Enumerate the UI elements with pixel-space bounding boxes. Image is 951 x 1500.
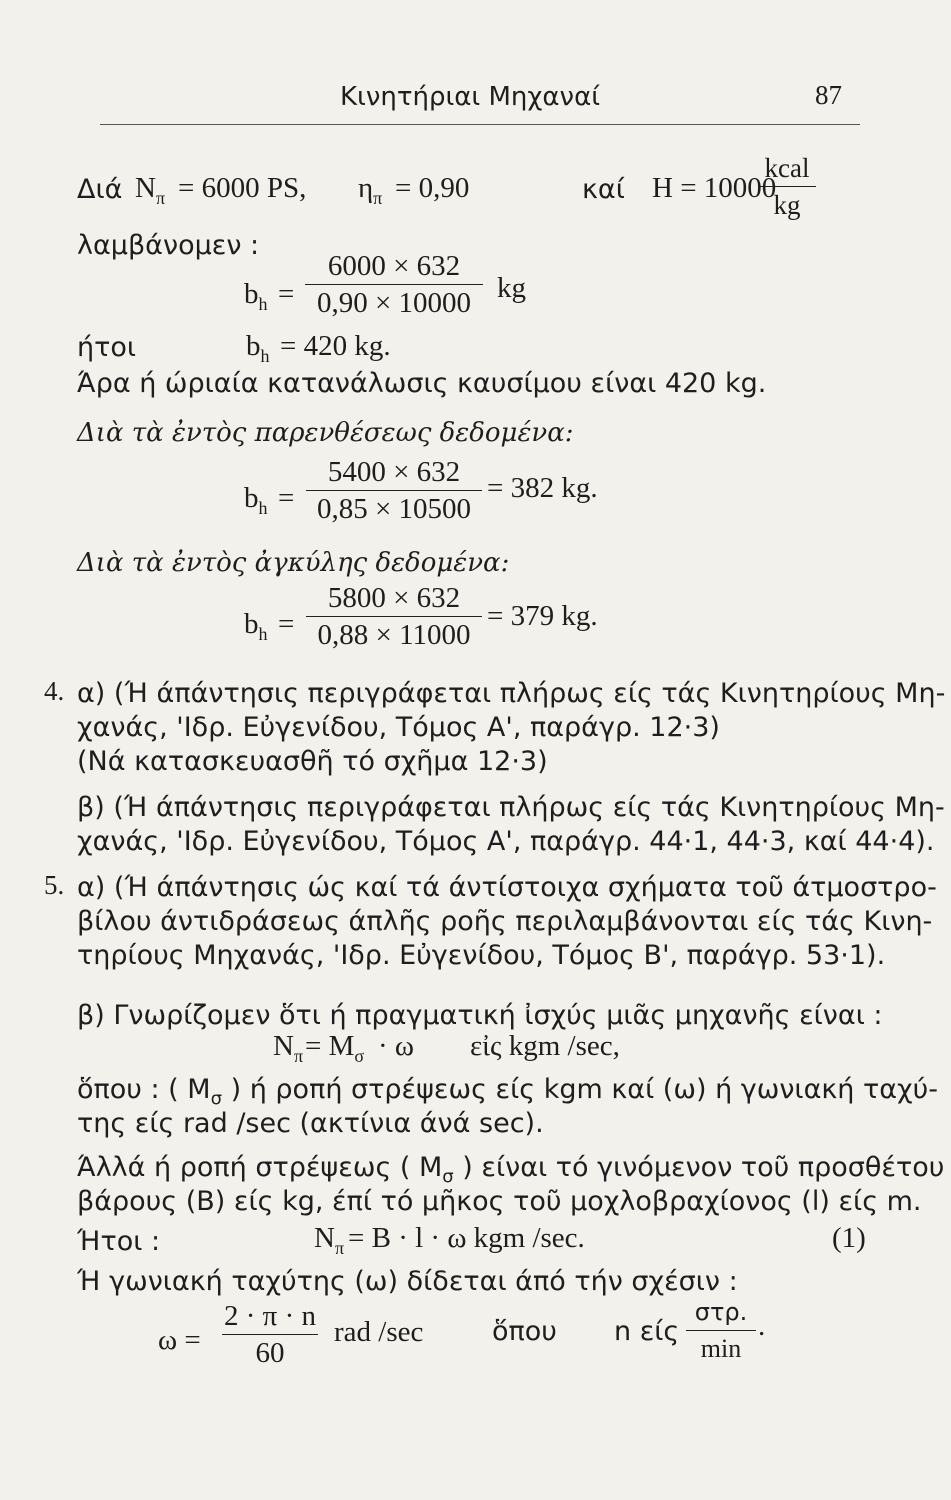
eq2-rhs: = B · l · ω kgm /sec. xyxy=(348,1222,585,1254)
q4-b-line1: β) (Ή άπάντησις περιγράφεται πλήρως είς τάς Κινητηρίους Μη- xyxy=(77,792,945,823)
page-number: 87 xyxy=(815,80,842,110)
q4-number: 4. xyxy=(44,676,65,706)
itoi-label-2: Ήτοι : xyxy=(77,1226,161,1257)
gon-line: Ή γωνιακή ταχύτης (ω) δίδεται άπό τήν σχέσιν : xyxy=(77,1266,738,1297)
omega-unit: rad /sec xyxy=(334,1316,424,1348)
q5-a-line2: βίλου άντιδράσεως άπλῆς ροῆς περιλαμβάνονται είς τάς Κινη- xyxy=(77,906,933,937)
q5-a-line1: α) (Ή άπάντησις ώς καί τά άντίστοιχα σχήματα τοῦ άτμοστρο- xyxy=(77,872,937,903)
alla-line: Άλλά ή ροπή στρέψεως ( $M_\sigma$ ) είναι τό γινόμενον τοῦ προσθέτου xyxy=(77,1152,945,1188)
q5-b-line1: β) Γνωρίζομεν ὅτι ή πραγματική ἰσχύς μιᾶς μηχανῆς είναι : xyxy=(77,1000,883,1031)
heading-parentheses-data: Διὰ τὰ ἐντὸς παρενθέσεως δεδομένα: xyxy=(77,418,574,448)
q4-b-line2: χανάς, 'Ιδρ. Εὐγενίδου, Τόμος Α', παράγρ. 44·1, 44·3, καί 44·4). xyxy=(77,826,935,857)
q4-a-line3: (Νά κατασκευασθῆ τό σχῆμα 12·3) xyxy=(77,746,548,777)
bh-symbol-3: $b_h$ xyxy=(244,482,268,518)
h-value: H = 10000 xyxy=(652,172,777,204)
fraction-1 xyxy=(305,250,483,319)
n-pi-symbol: $N_\pi$ xyxy=(135,172,166,208)
fraction-3-numerator: 5800 × 632 xyxy=(327,582,461,614)
fraction-2-denominator: 0,85 × 10500 xyxy=(316,493,472,525)
kai-word: καί xyxy=(582,174,625,205)
fraction-2 xyxy=(306,456,482,525)
rpm-numerator: στρ. xyxy=(694,1298,748,1326)
kcal-unit: kcal xyxy=(764,153,810,183)
dia-label: Διά xyxy=(77,174,123,205)
opou-word: ὅπου xyxy=(492,1316,557,1347)
result-379: = 379 kg. xyxy=(487,600,598,632)
eta-symbol: $\eta_\pi$ xyxy=(358,172,383,208)
q4-a-line2: χανάς, 'Ιδρ. Εὐγενίδου, Τόμος Α', παράγρ. 12·3) xyxy=(77,712,720,743)
result-382: = 382 kg. xyxy=(487,472,598,504)
q5-a-line3: τηρίους Μηχανάς, 'Ιδρ. Εὐγενίδου, Τόμος Β', παράγρ. 53·1). xyxy=(77,940,886,971)
eq2-number: (1) xyxy=(832,1222,866,1254)
q4-a-line1: α) (Ή άπάντησις περιγράφεται πλήρως είς τάς Κινητηρίους Μη- xyxy=(77,678,946,709)
running-title: Κινητήριαι Μηχαναί xyxy=(340,82,601,112)
bh-symbol-4: $b_h$ xyxy=(244,608,268,644)
bh-symbol-2: $b_h$ xyxy=(246,330,270,366)
fraction-3 xyxy=(306,582,482,651)
n-eis: n είς xyxy=(614,1316,680,1347)
result-420: = 420 kg. xyxy=(280,330,391,362)
opou-line: ὅπου : ( $M_\sigma$ ) ή ροπή στρέψεως είς kgm καί (ω) ή γωνιακή ταχύ- xyxy=(77,1074,938,1110)
fraction-2-numerator: 5400 × 632 xyxy=(327,456,461,488)
kcal-per-kg-fraction xyxy=(758,152,816,221)
ara-sentence: Άρα ή ώριαία κατανάλωσις καυσίμου είναι 420 kg. xyxy=(77,368,767,399)
eq2-lhs: $N_\pi$ xyxy=(314,1222,345,1258)
rpm-denominator: min xyxy=(700,1334,742,1363)
fraction-1-unit: kg xyxy=(497,272,526,304)
heading-brackets-data: Διὰ τὰ ἐντὸς ἀγκύλης δεδομένα: xyxy=(77,548,510,578)
header-rule xyxy=(100,124,860,125)
lambanomen-text: λαμβάνομεν : xyxy=(77,230,260,261)
equals-1: = xyxy=(278,278,295,310)
kg-unit: kg xyxy=(773,190,801,220)
equals-2: = xyxy=(278,482,295,514)
itoi-label: ήτοι xyxy=(77,332,137,363)
trailing-period: . xyxy=(758,1310,766,1342)
q5-number: 5. xyxy=(44,870,65,900)
omega-fraction xyxy=(222,1300,318,1369)
omega-numerator: 2 · π · n xyxy=(224,1300,316,1332)
eq1-unit: εἰς kgm /sec, xyxy=(470,1030,620,1062)
equals-3: = xyxy=(278,608,295,640)
tis-line: της είς rad /sec (ακτίνια άνά sec). xyxy=(77,1108,544,1139)
bh-symbol-1: $b_h$ xyxy=(244,278,268,314)
fraction-1-numerator: 6000 × 632 xyxy=(327,250,461,282)
rpm-fraction xyxy=(686,1296,756,1365)
eq1-rhs: = $M_\sigma$ xyxy=(305,1030,365,1066)
n-pi-value: = 6000 PS, xyxy=(178,172,307,204)
omega-denominator: 60 xyxy=(255,1337,285,1369)
eq1-omega: · ω xyxy=(378,1030,414,1062)
eta-value: = 0,90 xyxy=(395,172,470,204)
omega-eq: ω = xyxy=(158,1324,201,1356)
fraction-1-denominator: 0,90 × 10000 xyxy=(316,287,472,319)
barous-line: βάρους (B) είς kg, έπί τό μῆκος τοῦ μοχλοβραχίονος (l) είς m. xyxy=(77,1186,922,1217)
eq1-lhs: $N_\pi$ xyxy=(273,1030,304,1066)
fraction-3-denominator: 0,88 × 11000 xyxy=(317,619,471,651)
